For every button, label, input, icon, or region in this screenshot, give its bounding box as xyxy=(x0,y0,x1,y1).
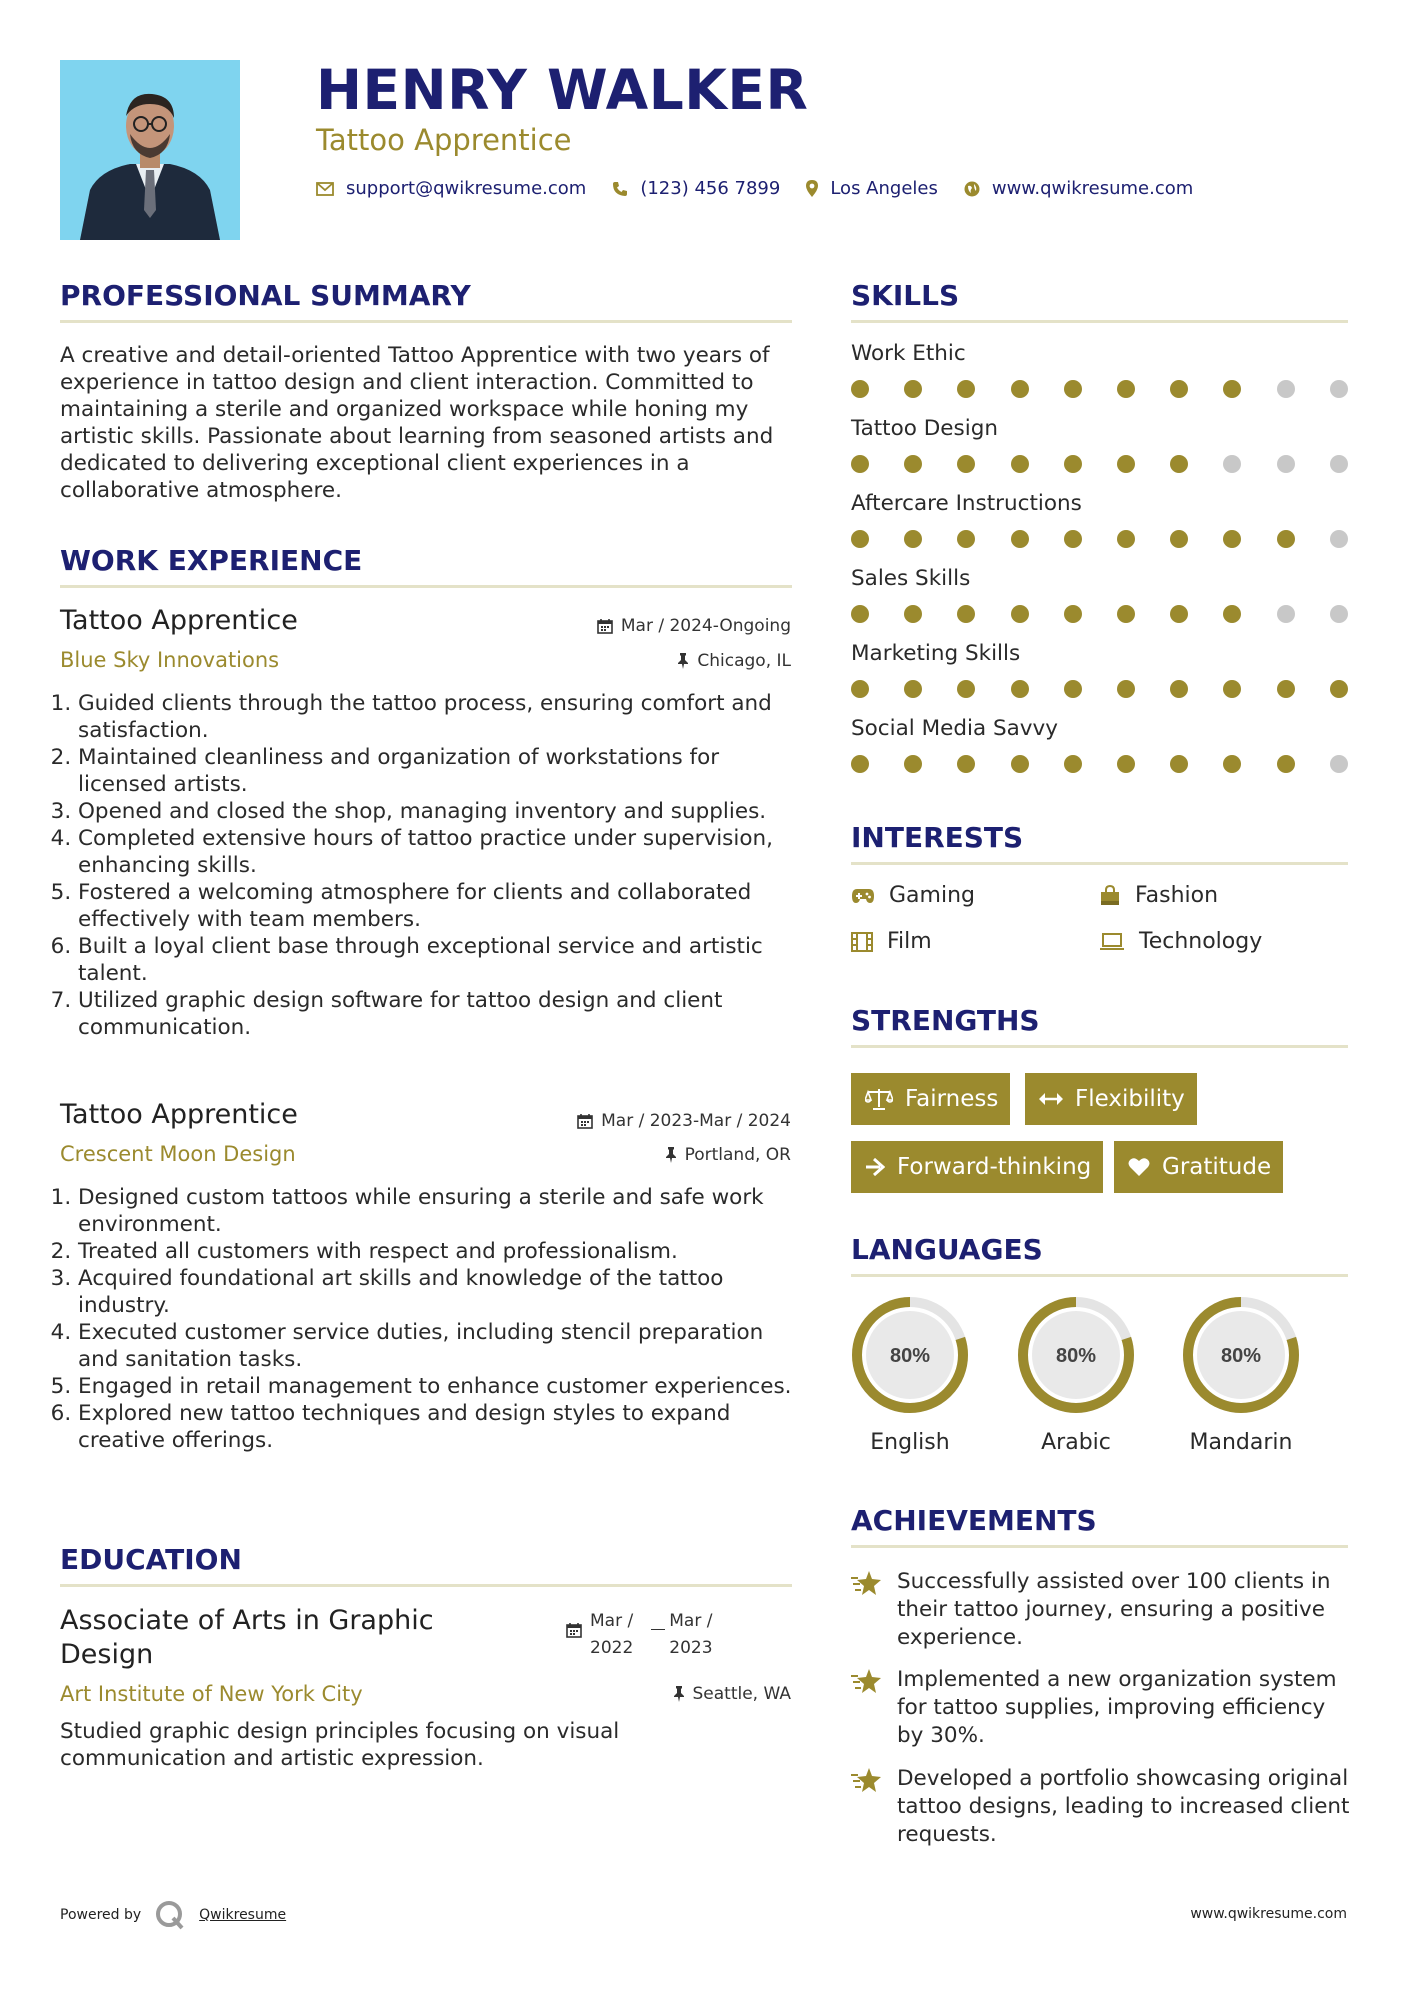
interest-label: Fashion xyxy=(1135,883,1219,908)
rating-dot-empty xyxy=(1330,605,1348,623)
contact-bar xyxy=(316,178,1219,199)
rating-dot-filled xyxy=(957,455,975,473)
language-gauge xyxy=(1180,1294,1302,1420)
rating-dot-empty xyxy=(1277,380,1295,398)
star-icon xyxy=(851,1570,883,1598)
duty-item: 6. Explored new tattoo techniques and design styles to expand creative offerings. xyxy=(78,1400,792,1454)
rating-dot-filled xyxy=(851,605,869,623)
skills-heading: SKILLS xyxy=(851,279,960,312)
rating-dot-filled xyxy=(851,755,869,773)
rating-dot-filled xyxy=(957,530,975,548)
contact-website[interactable] xyxy=(964,178,1193,199)
languages-heading: LANGUAGES xyxy=(851,1233,1043,1266)
rating-dot-filled xyxy=(851,680,869,698)
job-1-location-text: Chicago, IL xyxy=(697,651,791,671)
contact-phone[interactable] xyxy=(612,178,780,199)
interest-gaming xyxy=(851,883,975,908)
skill-label: Social Media Savvy xyxy=(851,716,1058,741)
heart-icon xyxy=(1128,1157,1150,1177)
achievements-heading: ACHIEVEMENTS xyxy=(851,1504,1097,1537)
rating-dot-filled xyxy=(904,380,922,398)
star-icon xyxy=(851,1668,883,1696)
rating-dot-filled xyxy=(1064,380,1082,398)
rating-dot-filled xyxy=(1117,380,1135,398)
job-2-location-text: Portland, OR xyxy=(684,1145,791,1165)
job-1-dates-text: Mar / 2024-Ongoing xyxy=(620,616,791,636)
rating-dot-filled xyxy=(1011,755,1029,773)
rating-dot-filled xyxy=(1223,680,1241,698)
rating-dot-filled xyxy=(1277,530,1295,548)
contact-location xyxy=(806,178,938,199)
job-2-company: Crescent Moon Design xyxy=(60,1142,296,1166)
language-name: Mandarin xyxy=(1189,1430,1293,1455)
job-1-title: Tattoo Apprentice xyxy=(60,605,298,636)
duty-item: 2. Treated all customers with respect and professionalism. xyxy=(78,1238,792,1265)
skill-label: Work Ethic xyxy=(851,341,966,366)
achievement-text: Developed a portfolio showcasing original tattoo designs, leading to increased client requests. xyxy=(897,1766,1350,1847)
education-dates xyxy=(566,1608,713,1662)
globe-icon xyxy=(964,181,980,197)
duty-item: 7. Utilized graphic design software for tattoo design and client communication. xyxy=(78,987,792,1041)
phone-icon xyxy=(612,181,628,197)
skill-rating xyxy=(851,530,1348,548)
summary-heading: PROFESSIONAL SUMMARY xyxy=(60,279,471,312)
website-text: www.qwikresume.com xyxy=(991,178,1194,199)
rating-dot-filled xyxy=(1170,530,1188,548)
job-1-company: Blue Sky Innovations xyxy=(60,648,280,672)
email-text: support@qwikresume.com xyxy=(346,178,587,199)
rating-dot-filled xyxy=(904,755,922,773)
interests-divider xyxy=(851,862,1348,865)
education-end-year: 2023 xyxy=(669,1638,713,1658)
education-start-year: 2022 xyxy=(590,1638,634,1658)
summary-divider xyxy=(60,320,792,323)
summary-text: A creative and detail-oriented Tattoo Apprentice with two years of experience in tattoo design and client interaction. Committed to maintaining a sterile and organized workspace while honing my artistic skills. Passionate about learning from seasoned artists and dedicated to delivering exceptional client experiences in a collaborative atmosphere. xyxy=(60,343,774,503)
skill-rating xyxy=(851,680,1348,698)
gauge-percent: 80% xyxy=(889,1345,931,1367)
shopping-bag-icon xyxy=(1099,885,1121,907)
rating-dot-filled xyxy=(904,680,922,698)
calendar-icon xyxy=(566,1622,582,1638)
duty-item: 2. Maintained cleanliness and organization of workstations for licensed artists. xyxy=(78,744,792,798)
interest-label: Gaming xyxy=(889,883,975,908)
interest-fashion xyxy=(1099,883,1218,908)
rating-dot-filled xyxy=(1117,755,1135,773)
balance-scale-icon xyxy=(865,1088,893,1110)
strength-fairness xyxy=(851,1073,1010,1125)
interest-technology xyxy=(1099,929,1262,954)
duty-item: 1. Designed custom tattoos while ensuring a sterile and safe work environment. xyxy=(78,1184,792,1238)
strength-label: Gratitude xyxy=(1162,1154,1272,1180)
rating-dot-filled xyxy=(1223,380,1241,398)
rating-dot-filled xyxy=(957,605,975,623)
duty-item: 4. Completed extensive hours of tattoo practice under supervision, enhancing skills. xyxy=(78,825,792,879)
candidate-name: HENRY WALKER xyxy=(316,58,809,122)
education-location xyxy=(673,1684,792,1704)
phone-text: (123) 456 7899 xyxy=(640,178,781,199)
brand-link[interactable]: Qwikresume xyxy=(199,1907,287,1923)
language-gauge xyxy=(849,1294,971,1420)
rating-dot-filled xyxy=(851,380,869,398)
achievement-text: Implemented a new organization system for tattoo supplies, improving efficiency by 30%. xyxy=(897,1667,1337,1748)
job-1-location xyxy=(677,651,791,671)
rating-dot-filled xyxy=(851,455,869,473)
strengths-heading: STRENGTHS xyxy=(851,1004,1040,1037)
envelope-icon xyxy=(316,182,334,196)
rating-dot-filled xyxy=(1170,680,1188,698)
map-pin-icon xyxy=(806,180,818,197)
education-start-month: Mar / xyxy=(590,1611,634,1631)
rating-dot-filled xyxy=(957,680,975,698)
skill-rating xyxy=(851,455,1348,473)
pin-icon xyxy=(673,1686,685,1702)
rating-dot-empty xyxy=(1277,455,1295,473)
rating-dot-filled xyxy=(1117,530,1135,548)
rating-dot-filled xyxy=(1277,755,1295,773)
rating-dot-filled xyxy=(904,455,922,473)
duty-item: 5. Engaged in retail management to enhance customer experiences. xyxy=(78,1373,792,1400)
footer-powered-by xyxy=(60,1900,286,1930)
duty-item: 5. Fostered a welcoming atmosphere for clients and collaborated effectively with team members. xyxy=(78,879,792,933)
job-2-dates xyxy=(577,1111,791,1131)
duty-item: 3. Acquired foundational art skills and knowledge of the tattoo industry. xyxy=(78,1265,792,1319)
rating-dot-filled xyxy=(1170,455,1188,473)
language-name: English xyxy=(870,1430,950,1455)
rating-dot-filled xyxy=(1117,680,1135,698)
rating-dot-filled xyxy=(1117,605,1135,623)
laptop-icon xyxy=(1099,933,1125,951)
pin-icon xyxy=(677,653,689,669)
skill-label: Sales Skills xyxy=(851,566,971,591)
strength-label: Forward-thinking xyxy=(897,1154,1092,1180)
qwikresume-logo-icon xyxy=(155,1900,185,1930)
education-description: Studied graphic design principles focusing on visual communication and artistic expression. xyxy=(60,1719,620,1771)
rating-dot-filled xyxy=(904,605,922,623)
rating-dot-filled xyxy=(1277,680,1295,698)
candidate-title: Tattoo Apprentice xyxy=(316,123,572,157)
education-school: Art Institute of New York City xyxy=(60,1682,363,1706)
calendar-icon xyxy=(597,618,613,634)
duty-item: 4. Executed customer service duties, including stencil preparation and sanitation tasks. xyxy=(78,1319,792,1373)
education-heading: EDUCATION xyxy=(60,1543,242,1576)
strength-gratitude xyxy=(1114,1141,1283,1193)
education-end xyxy=(669,1608,712,1662)
duty-item: 6. Built a loyal client base through exceptional service and artistic talent. xyxy=(78,933,792,987)
rating-dot-filled xyxy=(957,380,975,398)
strength-flexibility xyxy=(1025,1073,1197,1125)
job-1-dates xyxy=(597,616,791,636)
experience-divider xyxy=(60,585,792,588)
rating-dot-empty xyxy=(1277,605,1295,623)
powered-by-text: Powered by xyxy=(60,1907,142,1923)
job-2-title: Tattoo Apprentice xyxy=(60,1099,298,1130)
education-degree: Associate of Arts in Graphic Design xyxy=(60,1605,434,1670)
rating-dot-filled xyxy=(1330,680,1348,698)
film-icon xyxy=(851,932,873,952)
footer-website[interactable]: www.qwikresume.com xyxy=(1190,1906,1347,1922)
skill-label: Aftercare Instructions xyxy=(851,491,1082,516)
date-separator xyxy=(651,1608,665,1630)
job-1-duties xyxy=(52,690,792,1041)
job-2-location xyxy=(665,1145,791,1165)
interests-heading: INTERESTS xyxy=(851,821,1024,854)
rating-dot-filled xyxy=(1011,680,1029,698)
rating-dot-filled xyxy=(1223,605,1241,623)
achievement-item xyxy=(851,1666,1351,1750)
rating-dot-filled xyxy=(1011,380,1029,398)
rating-dot-filled xyxy=(1011,455,1029,473)
gauge-percent: 80% xyxy=(1220,1345,1262,1367)
skill-label: Marketing Skills xyxy=(851,641,1021,666)
experience-heading: WORK EXPERIENCE xyxy=(60,544,363,577)
interest-label: Technology xyxy=(1139,929,1263,954)
rating-dot-filled xyxy=(1011,605,1029,623)
rating-dot-filled xyxy=(1064,530,1082,548)
pin-icon xyxy=(665,1147,677,1163)
rating-dot-empty xyxy=(1330,380,1348,398)
strength-label: Fairness xyxy=(905,1086,999,1112)
interest-label: Film xyxy=(887,929,932,954)
rating-dot-filled xyxy=(1170,380,1188,398)
education-divider xyxy=(60,1584,792,1587)
rating-dot-filled xyxy=(1170,755,1188,773)
duty-item: 3. Opened and closed the shop, managing inventory and supplies. xyxy=(78,798,792,825)
rating-dot-filled xyxy=(957,755,975,773)
achievement-item xyxy=(851,1568,1351,1652)
rating-dot-filled xyxy=(1064,455,1082,473)
calendar-icon xyxy=(577,1113,593,1129)
skill-label: Tattoo Design xyxy=(851,416,998,441)
achievement-item xyxy=(851,1765,1351,1849)
education-end-month: Mar / xyxy=(669,1611,713,1631)
star-icon xyxy=(851,1767,883,1795)
strength-label: Flexibility xyxy=(1075,1086,1185,1112)
rating-dot-filled xyxy=(1064,755,1082,773)
rating-dot-empty xyxy=(1330,755,1348,773)
rating-dot-empty xyxy=(1223,455,1241,473)
rating-dot-filled xyxy=(1223,755,1241,773)
interest-film xyxy=(851,929,932,954)
achievement-text: Successfully assisted over 100 clients in their tattoo journey, ensuring a positive experience. xyxy=(897,1569,1331,1650)
achievements-divider xyxy=(851,1545,1348,1548)
gamepad-icon xyxy=(851,888,875,904)
languages-divider xyxy=(851,1274,1348,1277)
language-gauge xyxy=(1015,1294,1137,1420)
rating-dot-filled xyxy=(1170,605,1188,623)
profile-photo xyxy=(60,60,240,240)
rating-dot-filled xyxy=(1117,455,1135,473)
strengths-divider xyxy=(851,1045,1348,1048)
rating-dot-filled xyxy=(1064,680,1082,698)
rating-dot-empty xyxy=(1330,455,1348,473)
rating-dot-filled xyxy=(1223,530,1241,548)
contact-email[interactable] xyxy=(316,178,586,199)
education-start xyxy=(590,1608,633,1662)
rating-dot-filled xyxy=(1011,530,1029,548)
job-2-duties xyxy=(52,1184,792,1454)
arrows-horizontal-icon xyxy=(1039,1092,1063,1106)
duty-item: 1. Guided clients through the tattoo process, ensuring comfort and satisfaction. xyxy=(78,690,792,744)
job-2-dates-text: Mar / 2023-Mar / 2024 xyxy=(601,1111,791,1131)
skill-rating xyxy=(851,755,1348,773)
strength-forward-thinking xyxy=(851,1141,1103,1193)
skill-rating xyxy=(851,605,1348,623)
rating-dot-empty xyxy=(1330,530,1348,548)
rating-dot-filled xyxy=(1064,605,1082,623)
education-location-text: Seattle, WA xyxy=(692,1684,791,1704)
rating-dot-filled xyxy=(851,530,869,548)
skills-divider xyxy=(851,320,1348,323)
arrow-right-icon xyxy=(865,1158,885,1176)
location-text: Los Angeles xyxy=(830,178,938,199)
gauge-percent: 80% xyxy=(1055,1345,1097,1367)
skill-rating xyxy=(851,380,1348,398)
language-name: Arabic xyxy=(1041,1430,1111,1455)
rating-dot-filled xyxy=(904,530,922,548)
